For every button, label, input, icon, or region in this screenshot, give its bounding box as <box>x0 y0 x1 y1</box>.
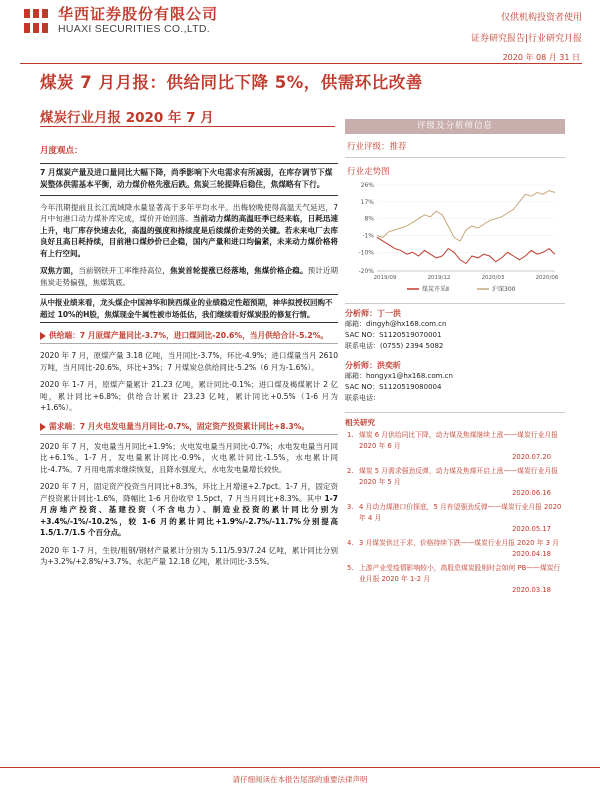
paragraph-emphasis: 双焦方面， <box>40 266 79 275</box>
related-research <box>345 412 565 596</box>
y-tick-label: 17% <box>360 198 374 206</box>
related-item-date: 2020.05.17 <box>512 525 551 533</box>
analyst-sac: SAC NO：S1120519070001 <box>345 331 442 339</box>
paragraph-coking-coal <box>40 265 338 288</box>
subtitle-divider <box>40 126 335 127</box>
related-item[interactable] <box>345 538 565 549</box>
arrow-icon <box>40 332 46 340</box>
x-tick-label: 2019/12 <box>427 275 451 281</box>
analyst-email: 邮箱：dingyh@hx168.com.cn <box>345 320 447 328</box>
analyst-email: 邮箱：hongyx1@hx168.com.cn <box>345 372 453 380</box>
related-item-date: 2020.03.18 <box>512 586 551 594</box>
report-type: 证券研究报告|行业研究月报 <box>470 34 582 44</box>
paragraph-text: 预计近期焦炭走势偏强，焦煤筑底。 <box>40 266 339 287</box>
paragraph-emphasis: 1-7 月房地产投资、基建投资（不含电力）、制造业投资的累计同比分别为+3.4%/-1%/-10.2%，较 1-6 月的累计同比+1.9%/-2.7%/-11.7%分别提高 1.5/1.7/1.5 个百分点。 <box>40 493 338 537</box>
trend-chart-svg <box>345 179 565 299</box>
related-item-title: 3 月煤炭供过于求，价格持续下跌——煤炭行业月报 2020 年 3 月 <box>359 539 559 547</box>
y-tick-label: 8% <box>364 215 374 223</box>
earnings-box: 从中报业绩来看，龙头煤企中国神华和陕西煤业的业绩稳定性超预期，神华拟授权回购不超过 10%的H股，焦煤现金牛属性被市场低估，我们继续看好煤炭股的修复行情。 <box>40 294 338 323</box>
industry-rating: 行业评级：推荐 <box>345 134 565 158</box>
related-item-number: 1. <box>347 431 354 439</box>
analyst-block <box>345 308 565 352</box>
report-date: 2020 年 08 月 31 日 <box>502 53 580 62</box>
trend-chart <box>345 179 565 299</box>
section-heading: 月度观点： <box>40 146 83 156</box>
related-item-number: 2. <box>347 467 354 475</box>
analyst-info <box>345 303 565 404</box>
paragraph-text: 2020 年 7 月，固定资产投资当月同比+8.3%，环比上月增速+2.7pct。1-7 月，固定资产投资累计同比-1.6%，降幅比 1-6 月份收窄 1.5pct，7 月当月同比+8.3%。其中 <box>40 482 338 503</box>
x-tick-label: 2019/09 <box>373 275 397 281</box>
paragraph-steel: 2020 年 1-7 月，生铁/粗钢/钢材产量累计分别为 5.11/5.93/7.24 亿吨，累计同比分别为+3.2%/+2.8%/+3.7%。水泥产量 12.18 亿吨，累计同比-3.5%。 <box>40 545 338 566</box>
sidebar <box>345 119 565 599</box>
analyst-phone: 联系电话： <box>345 394 380 402</box>
company-logo-icon <box>22 6 52 36</box>
y-tick-label: -20% <box>358 268 374 275</box>
y-tick-label: -10% <box>358 249 374 257</box>
paragraph-emphasis: 焦炭首轮提涨已经落地，焦煤价格企稳。 <box>169 266 308 275</box>
supply-bullet <box>40 329 338 344</box>
paragraph-thermal-coal <box>40 202 338 260</box>
footer-divider <box>0 767 600 768</box>
related-item-number: 5. <box>347 564 354 572</box>
related-item[interactable] <box>345 430 565 452</box>
related-item[interactable] <box>345 563 565 585</box>
company-name-cn: 华西证券股份有限公司 <box>58 5 219 23</box>
analyst-name: 分析师：洪奕昕 <box>345 361 401 370</box>
related-heading: 相关研究 <box>345 418 375 427</box>
paragraph-investment <box>40 481 338 539</box>
report-title: 煤炭 7 月月报：供给同比下降 5%，供需环比改善 <box>40 73 423 92</box>
header-divider <box>20 63 582 64</box>
y-tick-label: 26% <box>360 182 374 189</box>
demand-bullet <box>40 420 338 435</box>
arrow-icon <box>40 423 46 431</box>
paragraph-emphasis: 当前动力煤的高温旺季已经来临，日耗迅速上升，电厂库存快速去化，高温的强度和持续度是后续煤价走势的关键。若未来电厂去库良好且高日耗持续，目前港口煤炒价已企稳，国内产量和进口均偏紧，未来动力煤价格将有上行空间。 <box>40 214 339 258</box>
related-list <box>345 430 565 596</box>
report-subtitle: 煤炭行业月报 2020 年 7 月 <box>40 110 214 126</box>
sidebar-header: 评级及分析师信息 <box>345 119 565 134</box>
related-item-title: 煤炭 5 月需求强劲反弹，动力煤及焦煤开启上涨——煤炭行业月报 2020 年 5 月 <box>359 467 558 486</box>
related-item-number: 3. <box>347 503 354 511</box>
paragraph-text: 今年汛期提前且长江流域降水量显著高于多年平均水平。出梅较晚使得高温天气延迟，7 月中旬港口动力煤补库完成，煤价开始回落。 <box>40 202 338 223</box>
paragraph-text: 当前钢铁开工率维持高位， <box>78 266 170 275</box>
related-item[interactable] <box>345 502 565 524</box>
y-tick-label: -1% <box>362 232 374 240</box>
bullet-text: 供给端：7 月原煤产量同比-3.7%，进口煤同比-20.6%，当月供给合计-5.2%。 <box>49 331 329 340</box>
audience-note: 仅供机构投资者使用 <box>500 13 582 23</box>
legal-notice: 请仔细阅读在本报告尾部的重要法律声明 <box>232 775 368 784</box>
paragraph-supply-cumulative: 2020 年 1-7 月，原煤产量累计 21.23 亿吨，累计同比-0.1%；进口煤及褐煤累计 2 亿吨，累计同比+6.8%；供给合计累计 23.23 亿吨，累计同比+0.5%（1-6 月为+1.6%）。 <box>40 380 338 412</box>
series-line-1 <box>377 191 555 242</box>
related-item[interactable] <box>345 466 565 488</box>
analyst-phone: 联系电话：(0755) 2394 5082 <box>345 342 444 350</box>
brand <box>22 6 218 36</box>
related-item-date: 2020.07.20 <box>512 453 551 461</box>
related-item-date: 2020.04.18 <box>512 550 551 558</box>
company-name-en: HUAXI SECURITIES CO.,LTD. <box>58 23 210 35</box>
legend-label: 沪深300 <box>492 286 516 293</box>
x-tick-label: 2020/03 <box>481 275 505 281</box>
related-item-title: 煤炭 6 月供给同比下降，动力煤及焦煤继续上涨——煤炭行业月报 2020 年 6 月 <box>359 431 558 450</box>
trend-chart-title: 行业走势图 <box>347 167 390 177</box>
main-column <box>40 146 338 568</box>
bullet-text: 需求端：7 月火电发电量当月同比-0.7%，固定资产投资累计同比+8.3%。 <box>49 421 310 431</box>
analyst-name: 分析师：丁一洪 <box>345 309 401 318</box>
related-item-date: 2020.06.16 <box>512 489 551 497</box>
related-item-title: 上游产业受疫情影响较小，高股息煤炭股则时会如何 PB——煤炭行业月报 2020 年 1-2 月 <box>359 564 561 583</box>
series-line-0 <box>377 237 555 263</box>
legend-label: 煤炭开采Ⅱ <box>422 286 449 293</box>
summary-box: 7 月煤炭产量及进口量同比大幅下降，尚季影响下火电需求有所减弱，在库存调节下煤炭整体供需基本平衡，动力煤价格先涨后跌。焦炭三轮提降后稳住，焦煤略有下行。 <box>40 163 338 196</box>
analyst-sac: SAC NO：S1120519080004 <box>345 383 442 391</box>
analyst-block <box>345 360 565 404</box>
related-item-number: 4. <box>347 539 354 547</box>
related-item-title: 4 月动力煤港口价探底，5 月有望强劲反弹——煤炭行业月报 2020 年 4 月 <box>359 503 562 522</box>
paragraph-power: 2020 年 7 月，发电量当月同比+1.9%；火电发电量当月同比-0.7%；水电发电量当月同比+6.1%。1-7 月，发电量累计同比-0.9%，火电累计同比-1.5%，水电累计同比-4.7%。7 月用电需求继续恢复，且降水强度大，水电发电量增长较快。 <box>40 441 338 474</box>
paragraph-supply-monthly: 2020 年 7 月，原煤产量 3.18 亿吨，当月同比-3.7%，环比-4.9%；进口煤量当月 2610 万吨，当月同比-20.6%，环比+3%；7 月煤炭总供给同比-5.2%（6 月为-1.6%）。 <box>40 351 338 372</box>
x-tick-label: 2020/06 <box>535 275 559 281</box>
